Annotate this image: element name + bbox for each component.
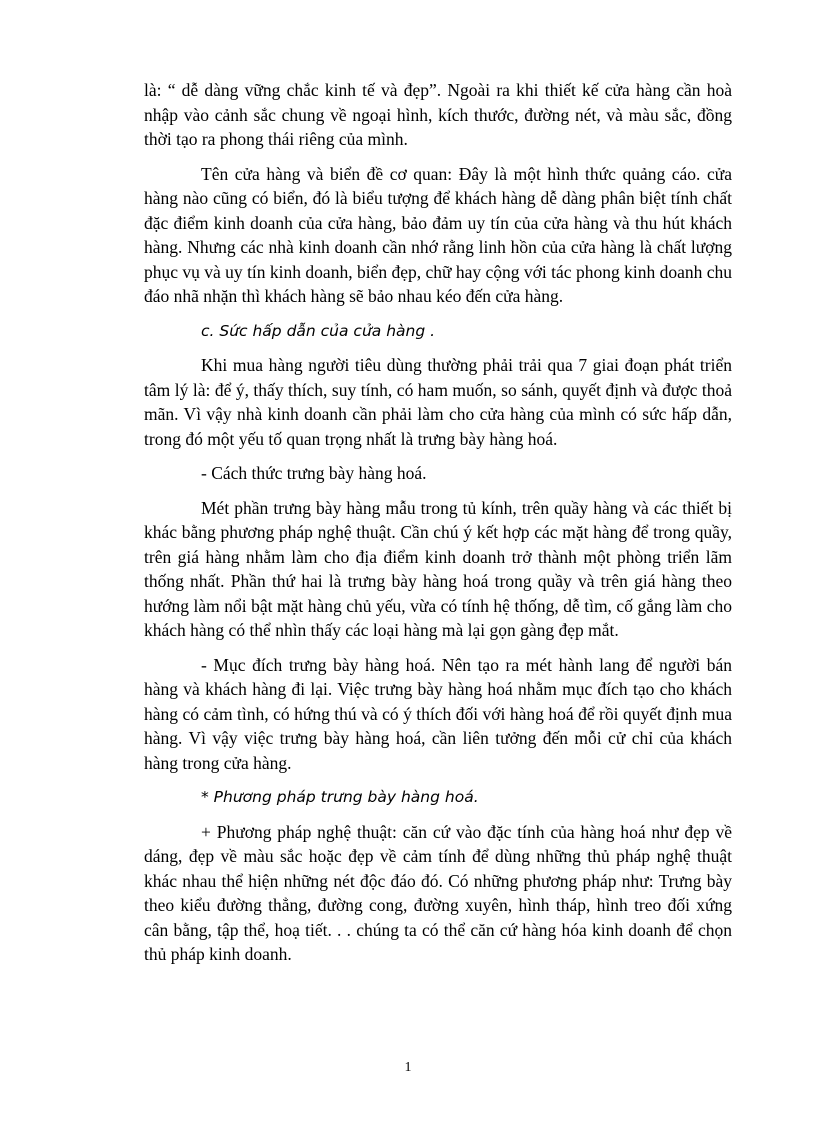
paragraph-art-method: + Phương pháp nghệ thuật: căn cứ vào đặc tính của hàng hoá như đẹp về dáng, đẹp về màu sắc hoặc đẹp về cảm tính để dùng những thủ pháp nghệ thuật khác nhau thể hiện những nét độc đáo đó. Có những phương pháp như: Trưng bày theo kiểu đường thẳng, đường cong, đường xuyên, hình tháp, hình treo đối xứng cân bằng, tập thể, hoạ tiết. . . chúng ta có thể căn cứ hàng hóa kinh doanh để chọn thủ pháp kinh doanh. bbox=[144, 821, 732, 964]
paragraph-display-method: Mét phần trưng bày hàng mẫu trong tủ kính, trên quầy hàng và các thiết bị khác bằng phương pháp nghệ thuật. Cần chú ý kết hợp các mặt hàng để trong quầy, trên giá hàng nhằm làm cho địa điểm kinh doanh trở thành một phòng triển lãm thống nhất. Phần thứ hai là trưng bày hàng hoá trong quầy và trên giá hàng theo hướng làm nổi bật mặt hàng chủ yếu, vừa có tính hệ thống, dễ tìm, cố gắng làm cho khách hàng có thể nhìn thấy các loại hàng mà lại gọn gàng đẹp mắt. bbox=[144, 497, 732, 640]
subheading-display-method: - Cách thức trưng bày hàng hoá. bbox=[201, 463, 427, 483]
section-heading-attraction: c. Sức hấp dẫn của cửa hàng . bbox=[201, 321, 436, 340]
paragraph-display-purpose: - Mục đích trưng bày hàng hoá. Nên tạo ra mét hành lang để người bán hàng và khách hàng đi lại. Việc trưng bày hàng hoá nhằm mục đích tạo cho khách hàng có cảm tình, có hứng thú và có ý thích đối với hàng hoá để rồi quyết định mua hàng. Vì vậy việc trưng bày hàng hoá, cần liên tưởng đến mỗi cử chỉ của khách hàng trong cửa hàng. bbox=[144, 654, 732, 773]
subheading-display-techniques: * Phương pháp trưng bày hàng hoá. bbox=[201, 788, 479, 806]
paragraph-intro: là: “ dễ dàng vững chắc kinh tế và đẹp”. Ngoài ra khi thiết kế cửa hàng cần hoà nhập vào cảnh sắc chung về ngoại hình, kích thước, đường nét, và màu sắc, đồng thời tạo ra phong thái riêng của mình. bbox=[144, 80, 732, 149]
document-body bbox=[144, 78, 732, 967]
paragraph-psychology: Khi mua hàng người tiêu dùng thường phải trải qua 7 giai đoạn phát triển tâm lý là: để ý, thấy thích, suy tính, có ham muốn, so sánh, quyết định và được thoả mãn. Vì vậy nhà kinh doanh cần phải làm cho cửa hàng của mình có sức hấp dẫn, trong đó một yếu tố quan trọng nhất là trưng bày hàng hoá. bbox=[144, 355, 732, 449]
page-number: 1 bbox=[404, 1060, 412, 1075]
paragraph-store-sign: Tên cửa hàng và biển đề cơ quan: Đây là một hình thức quảng cáo. cửa hàng nào cũng có biển, đó là biểu tượng để khách hàng dễ dàng phân biệt tính chất đặc điểm kinh doanh của cửa hàng, bảo đảm uy tín của cửa hàng và thu hút khách hàng. Nhưng các nhà kinh doanh cần nhớ rằng linh hồn của cửa hàng là chất lượng phục vụ và uy tín kinh doanh, biển đẹp, chữ hay cộng với tác phong kinh doanh chu đáo nhã nhặn thì khách hàng sẽ bảo nhau kéo đến cửa hàng. bbox=[144, 163, 732, 306]
